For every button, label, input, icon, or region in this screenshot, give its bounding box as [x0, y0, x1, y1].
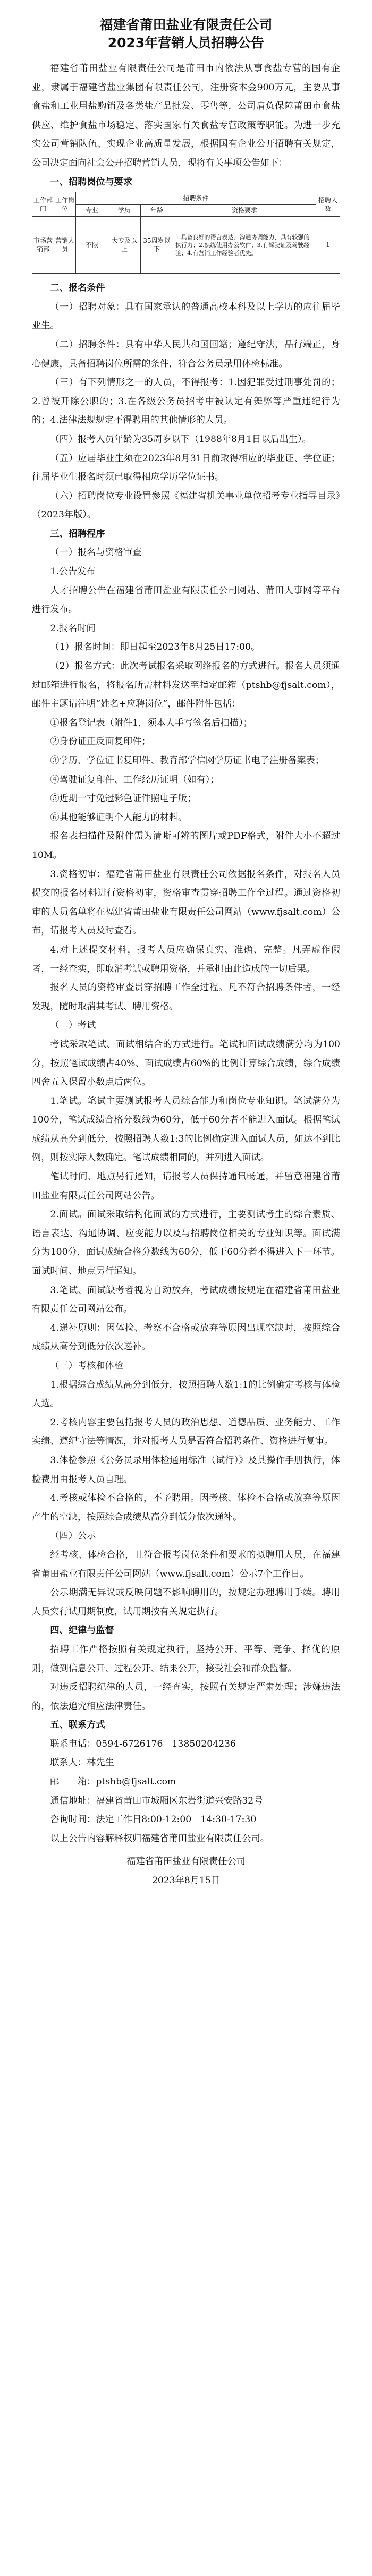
paragraph: 2.考核内容主要包括报考人员的政治思想、道德品质、业务能力、工作实绩、遵纪守法等情况，并对报考人员是否符合招聘条件、资格进行复审。 — [32, 1417, 340, 1447]
closing-note: 以上公告内容解释权归福建省莆田盐业有限责任公司。 — [50, 1833, 269, 1844]
paragraph: 2.面试。面试采取结构化面试的方式进行，主要测试考生的综合素质、语言表达、沟通协调、应变能力以及与招聘岗位相关的专业知识等。面试满分为100分，面试成绩合格分数线为60分，低于60分者不得进入下一环节。面试时间、地点另行通知。 — [32, 1209, 340, 1277]
announcement-page — [32, 0, 340, 1891]
subsection-heading: （一）报名与资格审查 — [50, 547, 142, 558]
cell-education: 大专及以上 — [108, 217, 141, 274]
paragraph: ②身份证正反面复印件； — [50, 736, 151, 747]
th-requirements: 资格要求 — [173, 205, 316, 217]
paragraph: 招聘工作严格按照有关规定执行，坚持公开、平等、竞争、择优的原则，做到信息公开、过程公开、结果公开，接受社会和群众监督。 — [32, 1644, 340, 1674]
paragraph: 3.资格初审：福建省莆田盐业有限责任公司依据报名条件，对报名人员提交的报名材料进行资格初审，资格审查贯穿招聘工作全过程。通过资格初审的人员名单将在福建省莆田盐业有限责任公司网站（www.fjsalt.com）公布，请报考人员及时查看。 — [32, 869, 340, 937]
contact-email: 邮 箱：ptshb@fjsalt.com — [50, 1776, 176, 1788]
paragraph: 2.报名时间 — [50, 623, 96, 634]
paragraph: 笔试时间、地点另行通知，请报考人员保持通讯畅通，并留意福建省莆田盐业有限责任公司网站公告。 — [32, 1171, 340, 1201]
paragraph: 3.体检参照《公务员录用体检通用标准（试行）》及其操作手册执行，体检费用由报考人员自理。 — [32, 1455, 340, 1485]
section-heading-5: 五、联系方式 — [50, 1720, 105, 1731]
th-unit: 工作部门 — [32, 192, 54, 217]
cell-requirements: 1.具备良好的语言表达、沟通协调能力，具有较强的执行力；2.熟练使用办公软件；3.有驾驶证及驾驶经验；4.有营销工作经验者优先。 — [173, 217, 316, 274]
paragraph: 人才招聘公告在福建省莆田盐业有限责任公司网站、莆田人事网等平台进行发布。 — [32, 585, 340, 615]
contact-address: 通信地址：福建省莆田市城厢区东岩街道兴安路32号 — [50, 1795, 263, 1806]
cell-unit: 市场营销部 — [32, 217, 54, 274]
section-heading-1: 一、招聘岗位与要求 — [50, 176, 133, 188]
paragraph: （六）招聘岗位专业设置参照《福建省机关事业单位招考专业指导目录》（2023年版）。 — [32, 490, 340, 521]
paragraph: ③学历、学位证书复印件、教育部学信网学历证书电子注册备案表； — [50, 755, 325, 766]
table-row — [32, 217, 340, 274]
paragraph: （1）报名时间：即日起至2023年8月25日17:00。 — [50, 642, 260, 653]
paragraph: （二）招聘条件：具有中华人民共和国国籍；遵纪守法，品行端正，身心健康，具备招聘岗位所需的条件，符合公务员录用体检标准。 — [32, 339, 340, 369]
subsection-heading: （二）考试 — [50, 1020, 96, 1031]
th-major: 专业 — [76, 205, 108, 217]
paragraph: 报名人员的资格审查贯穿招聘工作全过程。凡不符合招聘条件者，一经发现，随时取消其考试、聘用资格。 — [32, 982, 340, 1012]
paragraph: ⑤近期一寸免冠彩色证件照电子版； — [50, 793, 197, 804]
cell-post: 营销人员 — [54, 217, 76, 274]
paragraph: 报名表扫描件及附件需为清晰可辨的图片或PDF格式，附件大小不超过10M。 — [32, 831, 340, 861]
paragraph: （三）有下列情形之一的人员，不得报考：1.因犯罪受过刑事处罚的；2.曾被开除公职的；3.在各级公务员招考中被认定有舞弊等严重违纪行为的；4.法律法规规定不得聘用的其他情形的人员。 — [32, 377, 340, 426]
title-announcement: 2023年营销人员招聘公告 — [107, 35, 265, 50]
section-heading-2: 二、报名条件 — [50, 283, 105, 294]
paragraph: 4.对上述提交材料，报考人员应确保真实、准确、完整。凡弄虚作假者，一经查实，即取消考试或聘用资格，并承担由此造成的一切后果。 — [32, 944, 340, 974]
th-age: 年龄 — [141, 205, 173, 217]
paragraph: ⑥其他能够证明个人能力的材料。 — [50, 812, 188, 823]
cell-major: 不限 — [76, 217, 108, 274]
contact-hours: 咨询时间：法定工作日8:00-12:00 14:30-17:30 — [50, 1814, 257, 1825]
paragraph: 公示期满无异议或反映问题不影响聘用的，按规定办理聘用手续。聘用人员实行试用期制度，试用期按有关规定执行。 — [32, 1587, 340, 1617]
recruitment-table — [32, 192, 340, 274]
contact-phone: 联系电话：0594-6726176 13850204236 — [50, 1738, 236, 1749]
th-post: 工作岗位 — [54, 192, 76, 217]
paragraph: 对违反招聘纪律的人员，一经查实，按照有关规定严肃处理；涉嫌违法的，依法追究相应法律责任。 — [32, 1682, 340, 1712]
th-count: 招聘人数 — [316, 192, 340, 217]
subsection-heading: （三）考核和体检 — [50, 1361, 123, 1371]
subsection-heading: （四）公示 — [50, 1531, 96, 1542]
section-heading-3: 三、招聘程序 — [50, 528, 105, 539]
cell-age: 35周岁以下 — [141, 217, 173, 274]
paragraph: 1.公告发布 — [50, 566, 96, 577]
th-education: 学历 — [108, 205, 141, 217]
paragraph: （2）报名方式：此次考试报名采取网络报名的方式进行。报名人员须通过邮箱进行报名，将报名所需材料发送至指定邮箱（ptshb@fjsalt.com），邮件主题请注明“姓名+应聘岗位”，邮件附件包括： — [32, 661, 340, 710]
paragraph: 4.递补原则：因体检、考察不合格或放弃等原因出现空缺时，按照综合成绩从高分到低分依次递补。 — [32, 1322, 340, 1353]
paragraph: 1.根据综合成绩从高分到低分，按照招聘人数1:1的比例确定考核与体检人选。 — [32, 1379, 340, 1409]
paragraph: （一）招聘对象：具有国家承认的普通高校本科及以上学历的应往届毕业生。 — [32, 301, 340, 331]
signature-org: 福建省莆田盐业有限责任公司 — [126, 1856, 246, 1867]
signature-date: 2023年8月15日 — [151, 1875, 221, 1886]
paragraph: （四）报考人员年龄为35周岁以下（1988年8月1日以后出生）。 — [50, 433, 311, 445]
paragraph: ①报名登记表（附件1，须本人手写签名后扫描）； — [50, 717, 252, 728]
paragraph: 考试采取笔试、面试相结合的方式进行。笔试和面试成绩满分均为100分，按照笔试成绩占40%、面试成绩占60%的比例计算综合成绩，综合成绩四舍五入保留小数点后两位。 — [32, 1039, 340, 1088]
paragraph: 3.笔试、面试缺考者视为自动放弃，考试成绩按规定在福建省莆田盐业有限责任公司网站公布。 — [32, 1285, 340, 1315]
cell-count: 1 — [316, 217, 340, 274]
paragraph: 经考核、体检合格，且符合报考岗位条件和要求的拟聘用人员，在福建省莆田盐业有限责任公司网站（www.fjsalt.com）公示7个工作日。 — [32, 1549, 340, 1579]
contact-person: 联系人：林先生 — [50, 1757, 114, 1769]
paragraph: ④驾驶证复印件、工作经历证明（如有）； — [50, 774, 219, 785]
title-company: 福建省莆田盐业有限责任公司 — [99, 17, 273, 32]
paragraph: 1.笔试。笔试主要测试报考人员综合能力和岗位专业知识。笔试满分为100分，笔试成绩合格分数线为60分，低于60分者不能进入面试。根据笔试成绩从高分到低分，按照招聘人数1:3的比例确定进入面试人员，如达不到比例，则按实际人数确定。笔试成绩相同的，并列进入面试。 — [32, 1095, 340, 1163]
paragraph: 4.考核或体检不合格的，不予聘用。因考核、体检不合格或放弃等原因产生的空缺，按照综合成绩从高分到低分依次递补。 — [32, 1493, 340, 1523]
paragraph: （五）应届毕业生须在2023年8月31日前取得相应的毕业证、学位证；往届毕业生报名时须已取得相应学历学位证书。 — [32, 453, 340, 483]
section-heading-4: 四、纪律与监督 — [50, 1625, 114, 1636]
intro-paragraph: 福建省莆田盐业有限责任公司是莆田市内依法从事食盐专营的国有企业，隶属于福建省盐业集团有限责任公司，注册资本金900万元，主要从事食盐和工业用盐购销及各类盐产品批发、零售等，公司肩负保障莆田市食盐供应、维护食盐市场稳定、落实国家有关食盐专营政策等职能。为进一步充实公司营销队伍、实现企业高质量发展，根据国有企业公开招聘有关规定，公司决定面向社会公开招聘营销人员，现将有关事项公告如下： — [32, 63, 340, 168]
th-conditions: 招聘条件 — [76, 192, 316, 205]
